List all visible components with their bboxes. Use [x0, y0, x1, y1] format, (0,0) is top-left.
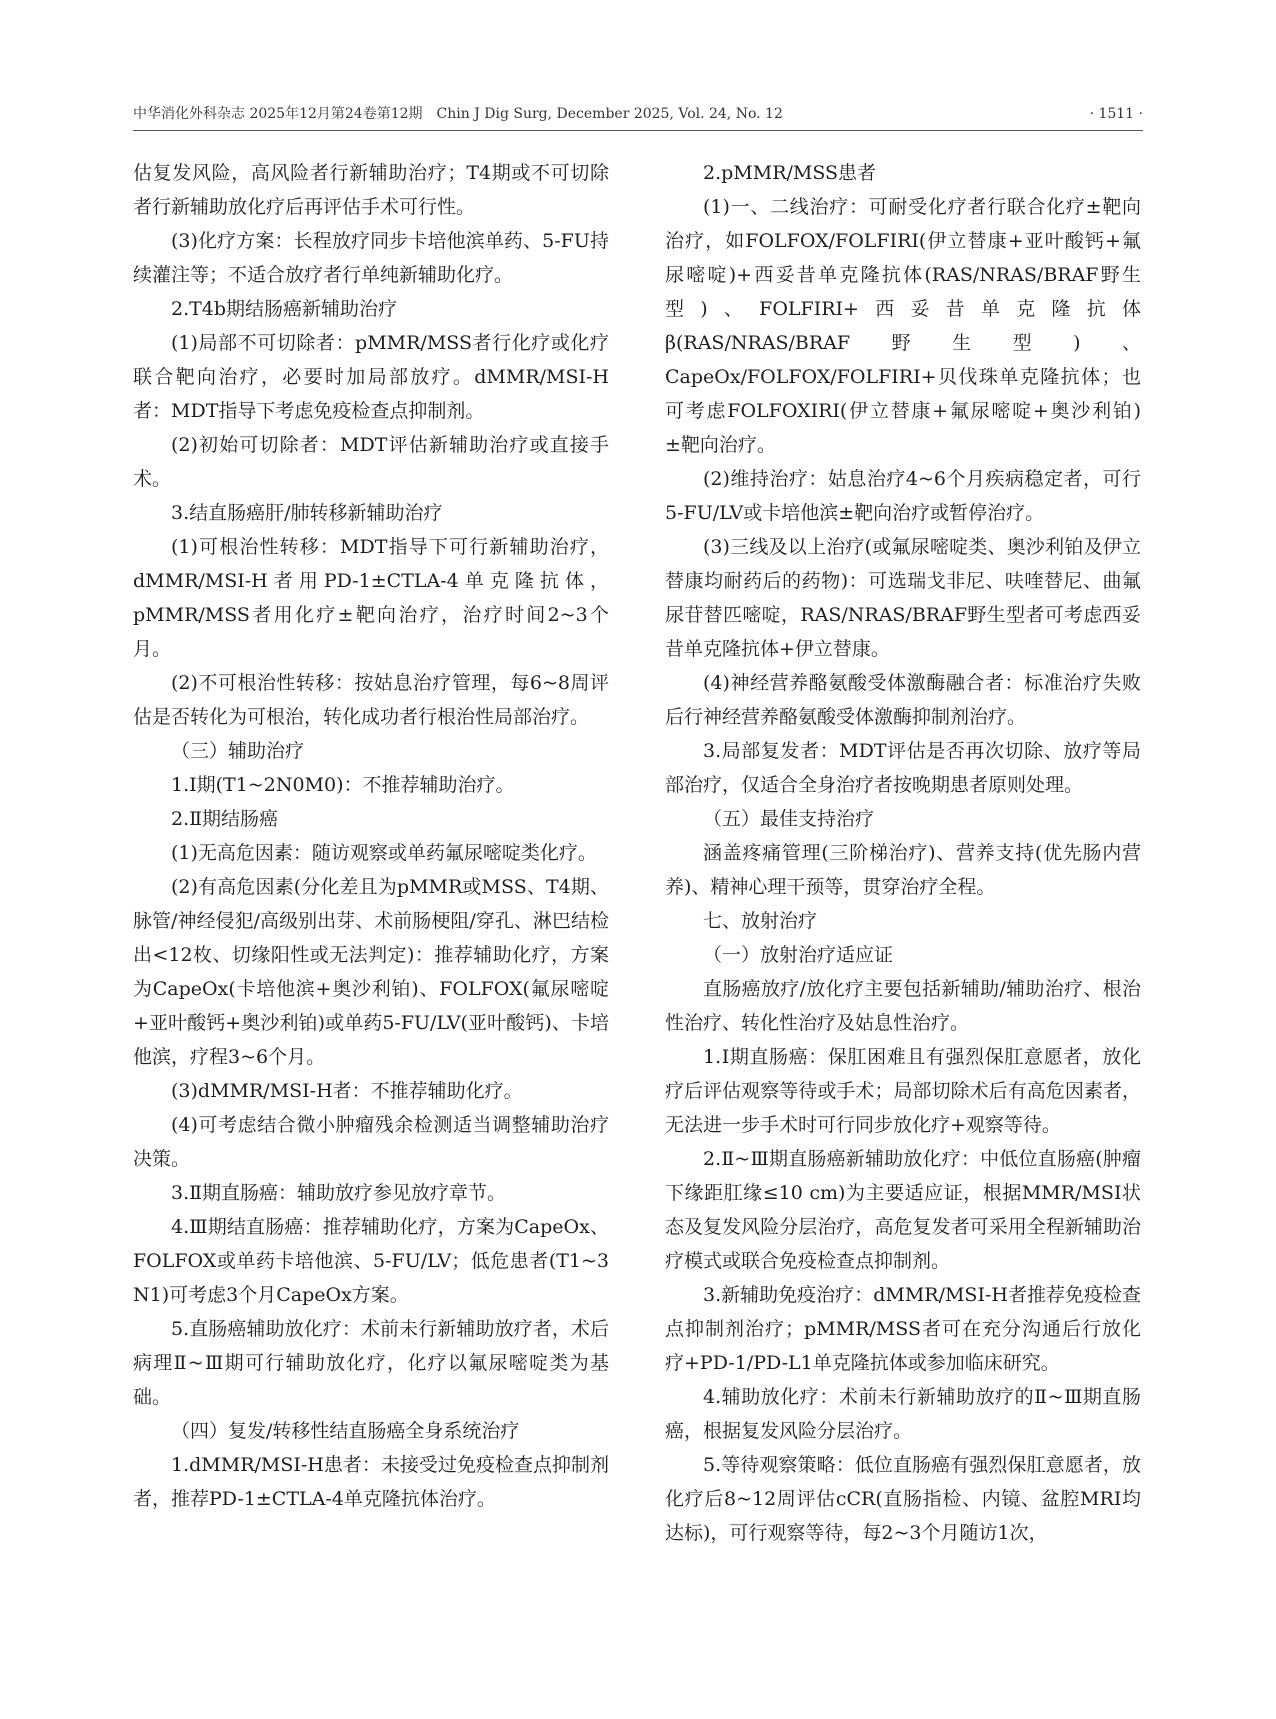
running-header: [133, 103, 1143, 125]
paragraph: (1)无高危因素：随访观察或单药氟尿嘧啶类化疗。: [171, 842, 597, 864]
paragraph: 估复发风险，高风险者行新辅助治疗；T4期或不可切除者行新辅助放化疗后再评估手术可行性。: [133, 162, 609, 218]
paragraph: 5.直肠癌辅助放化疗：术前未行新辅助放疗者，术后病理Ⅱ~Ⅲ期可行辅助放化疗，化疗以氟尿嘧啶类为基础。: [133, 1318, 609, 1408]
left-column: [133, 156, 609, 1516]
paragraph: (4)可考虑结合微小肿瘤残余检测适当调整辅助治疗决策。: [133, 1114, 609, 1170]
subheading: 2.T4b期结肠癌新辅助治疗: [171, 298, 398, 320]
section-heading: （三）辅助治疗: [171, 740, 305, 762]
paragraph: 涵盖疼痛管理(三阶梯治疗)、营养支持(优先肠内营养)、精神心理干预等，贯穿治疗全程。: [665, 842, 1141, 898]
paragraph: (2)维持治疗：姑息治疗4~6个月疾病稳定者，可行5-FU/LV或卡培他滨±靶向治疗或暂停治疗。: [665, 468, 1141, 524]
paragraph: 4.辅助放化疗：术前未行新辅助放疗的Ⅱ~Ⅲ期直肠癌，根据复发风险分层治疗。: [665, 1386, 1141, 1442]
paragraph: (1)一、二线治疗：可耐受化疗者行联合化疗±靶向治疗，如FOLFOX/FOLFIRI(伊立替康+亚叶酸钙+氟尿嘧啶)+西妥昔单克隆抗体(RAS/NRAS/BRAF野生型)、FOLFIRI+西妥昔单克隆抗体β(RAS/NRAS/BRAF野生型)、CapeOx/FOLFOX/FOLFIRI+贝伐珠单克隆抗体；也可考虑FOLFOXIRI(伊立替康+氟尿嘧啶+奥沙利铂)±靶向治疗。: [665, 196, 1141, 456]
section-heading: （五）最佳支持治疗: [703, 808, 875, 830]
subheading: 3.结直肠癌肝/肺转移新辅助治疗: [171, 502, 443, 524]
subheading: 2.pMMR/MSS患者: [703, 162, 877, 184]
paragraph: 1.Ⅰ期(T1~2N0M0)：不推荐辅助治疗。: [171, 774, 515, 796]
paragraph: 2.Ⅱ~Ⅲ期直肠癌新辅助放化疗：中低位直肠癌(肿瘤下缘距肛缘≤10 cm)为主要适应证，根据MMR/MSI状态及复发风险分层治疗，高危复发者可采用全程新辅助治疗模式或联合免疫检查点抑制剂。: [665, 1148, 1141, 1272]
section-heading: （一）放射治疗适应证: [703, 944, 894, 966]
header-divider: [133, 130, 1143, 131]
paragraph: 5.等待观察策略：低位直肠癌有强烈保肛意愿者，放化疗后8~12周评估cCR(直肠指检、内镜、盆腔MRI均达标)，可行观察等待，每2~3个月随访1次，: [665, 1454, 1141, 1544]
section-heading: （四）复发/转移性结直肠癌全身系统治疗: [171, 1420, 520, 1442]
right-column: [665, 156, 1141, 1550]
journal-citation: 中华消化外科杂志 2025年12月第24卷第12期 Chin J Dig Surg, December 2025, Vol. 24, No. 12: [133, 106, 783, 122]
paragraph: (4)神经营养酪氨酸受体激酶融合者：标准治疗失败后行神经营养酪氨酸受体激酶抑制剂治疗。: [665, 672, 1141, 728]
paragraph: 3.新辅助免疫治疗：dMMR/MSI-H者推荐免疫检查点抑制剂治疗；pMMR/MSS者可在充分沟通后行放化疗+PD-1/PD-L1单克隆抗体或参加临床研究。: [665, 1284, 1141, 1374]
paragraph: 直肠癌放疗/放化疗主要包括新辅助/辅助治疗、根治性治疗、转化性治疗及姑息性治疗。: [665, 978, 1141, 1034]
paragraph: (2)不可根治性转移：按姑息治疗管理，每6~8周评估是否转化为可根治，转化成功者行根治性局部治疗。: [133, 672, 609, 728]
paragraph: 3.局部复发者：MDT评估是否再次切除、放疗等局部治疗，仅适合全身治疗者按晚期患者原则处理。: [665, 740, 1141, 796]
page-number: · 1511 ·: [1089, 106, 1143, 122]
paragraph: 3.Ⅱ期直肠癌：辅助放疗参见放疗章节。: [171, 1182, 507, 1204]
paragraph: (3)化疗方案：长程放疗同步卡培他滨单药、5-FU持续灌注等；不适合放疗者行单纯新辅助化疗。: [133, 230, 609, 286]
chapter-heading: 七、放射治疗: [703, 910, 818, 932]
paragraph: 1.Ⅰ期直肠癌：保肛困难且有强烈保肛意愿者，放化疗后评估观察等待或手术；局部切除术后有高危因素者，无法进一步手术时可行同步放化疗+观察等待。: [665, 1046, 1141, 1136]
paragraph: (1)可根治性转移：MDT指导下可行新辅助治疗，dMMR/MSI-H者用PD-1±CTLA-4单克隆抗体，pMMR/MSS者用化疗±靶向治疗，治疗时间2~3个月。: [133, 536, 609, 660]
subheading: 2.Ⅱ期结肠癌: [171, 808, 279, 830]
paragraph: (1)局部不可切除者：pMMR/MSS者行化疗或化疗联合靶向治疗，必要时加局部放疗。dMMR/MSI-H者：MDT指导下考虑免疫检查点抑制剂。: [133, 332, 609, 422]
paragraph: 1.dMMR/MSI-H患者：未接受过免疫检查点抑制剂者，推荐PD-1±CTLA-4单克隆抗体治疗。: [133, 1454, 609, 1510]
paragraph: (2)初始可切除者：MDT评估新辅助治疗或直接手术。: [133, 434, 609, 490]
paragraph: (3)dMMR/MSI-H者：不推荐辅助化疗。: [171, 1080, 523, 1102]
paragraph: 4.Ⅲ期结直肠癌：推荐辅助化疗，方案为CapeOx、FOLFOX或单药卡培他滨、5-FU/LV；低危患者(T1~3 N1)可考虑3个月CapeOx方案。: [133, 1216, 609, 1306]
paragraph: (3)三线及以上治疗(或氟尿嘧啶类、奥沙利铂及伊立替康均耐药后的药物)：可选瑞戈非尼、呋喹替尼、曲氟尿苷替匹嘧啶，RAS/NRAS/BRAF野生型者可考虑西妥昔单克隆抗体+伊立替康。: [665, 536, 1141, 660]
paragraph: (2)有高危因素(分化差且为pMMR或MSS、T4期、脉管/神经侵犯/高级别出芽、术前肠梗阻/穿孔、淋巴结检出<12枚、切缘阳性或无法判定)：推荐辅助化疗，方案为CapeOx(卡培他滨+奥沙利铂)、FOLFOX(氟尿嘧啶+亚叶酸钙+奥沙利铂)或单药5-FU/LV(亚叶酸钙)、卡培他滨，疗程3~6个月。: [133, 876, 609, 1068]
